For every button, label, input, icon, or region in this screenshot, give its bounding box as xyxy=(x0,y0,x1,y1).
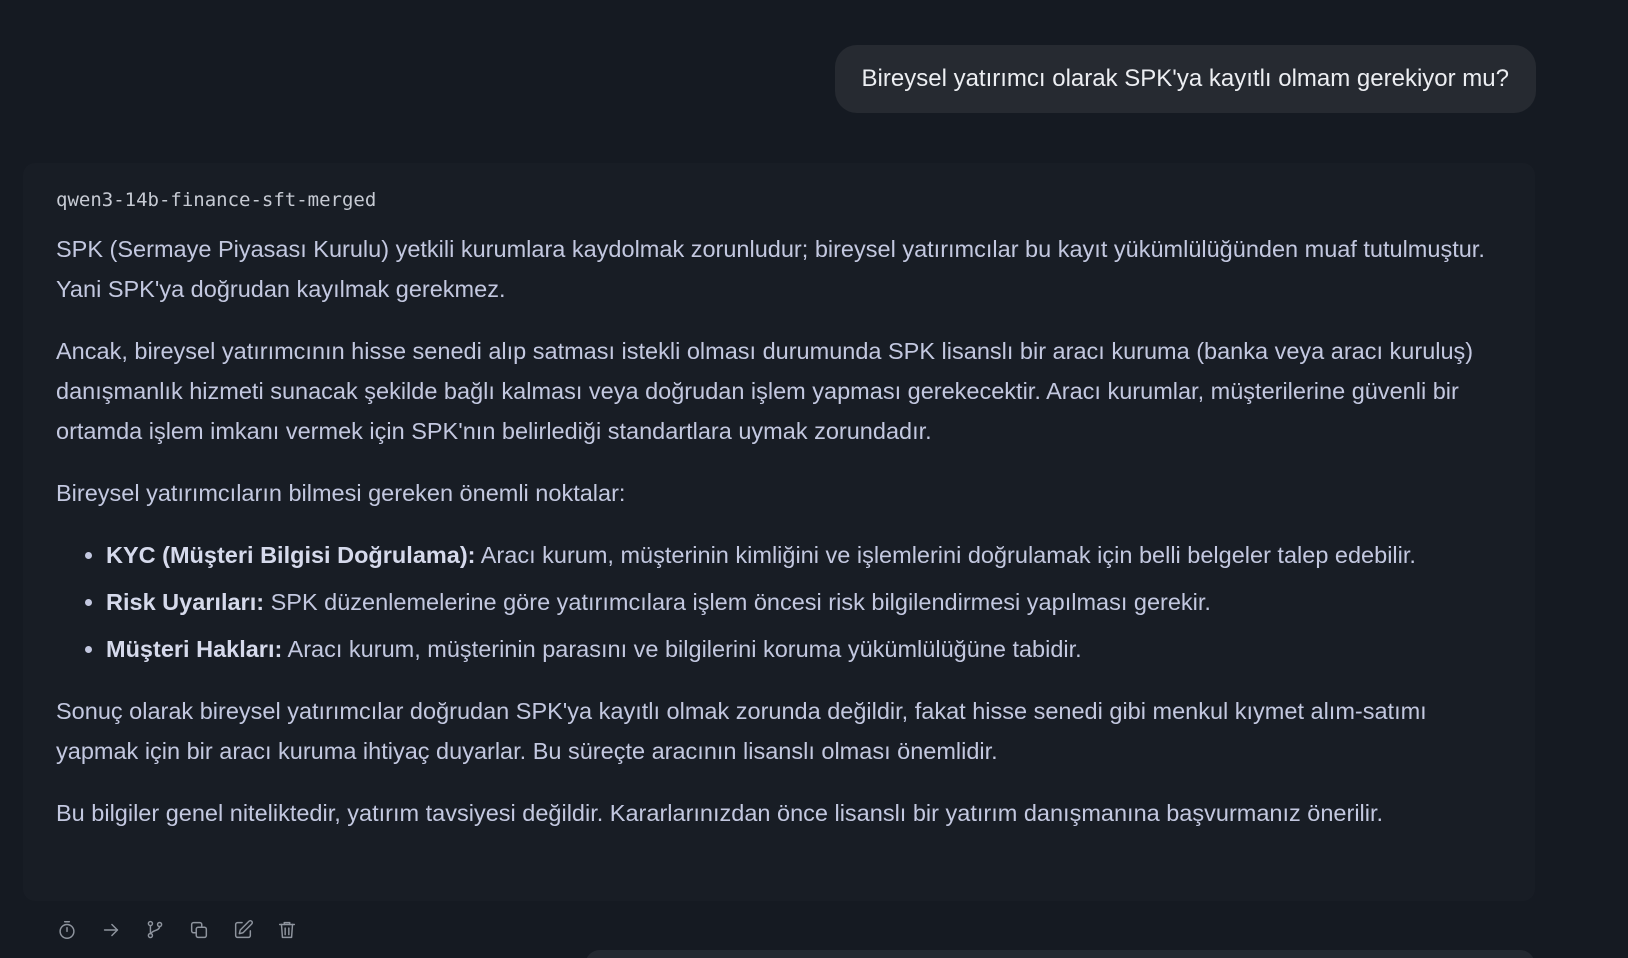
assistant-message-body xyxy=(56,229,1502,833)
list-item xyxy=(106,629,1502,669)
branch-icon[interactable] xyxy=(143,918,167,942)
key-points-list xyxy=(56,535,1502,669)
user-message-bubble xyxy=(835,45,1536,113)
edit-icon[interactable] xyxy=(231,918,255,942)
model-name-label: qwen3-14b-finance-sft-merged xyxy=(56,189,377,211)
copy-icon[interactable] xyxy=(187,918,211,942)
message-paragraph: Ancak, bireysel yatırımcının hisse senedi alıp satması istekli olması durumunda SPK lisanslı bir aracı kuruma (banka veya aracı kuruluş) danışmanlık hizmeti sunacak şekilde bağlı kalması veya doğrudan işlem yapması gerekecektir. Aracı kurumlar, müşterilerine güvenli bir ortamda işlem imkanı vermek için SPK'nın belirlediği standartlara uymak zorundadır. xyxy=(56,338,1474,444)
list-item xyxy=(106,582,1502,622)
timer-icon[interactable] xyxy=(55,918,79,942)
list-item-title: Risk Uyarıları: xyxy=(106,589,265,615)
list-item-title: Müşteri Hakları: xyxy=(106,636,283,662)
message-paragraph: Bireysel yatırımcıların bilmesi gereken önemli noktalar: xyxy=(56,480,626,506)
message-actions-toolbar xyxy=(55,916,299,944)
list-item-text: Aracı kurum, müşterinin kimliğini ve işlemlerini doğrulamak için belli belgeler talep edebilir. xyxy=(475,542,1416,568)
trash-icon[interactable] xyxy=(275,918,299,942)
arrow-right-icon[interactable] xyxy=(99,918,123,942)
assistant-message-card xyxy=(23,163,1535,901)
list-item-text: Aracı kurum, müşterinin parasını ve bilgilerini koruma yükümlülüğüne tabidir. xyxy=(282,636,1082,662)
user-message-text: Bireysel yatırımcı olarak SPK'ya kayıtlı olmam gerekiyor mu? xyxy=(861,65,1509,92)
list-item-title: KYC (Müşteri Bilgisi Doğrulama): xyxy=(106,542,476,568)
message-composer[interactable] xyxy=(585,950,1535,958)
list-item-text: SPK düzenlemelerine göre yatırımcılara işlem öncesi risk bilgilendirmesi yapılması gerekir. xyxy=(264,589,1211,615)
list-item xyxy=(106,535,1502,575)
message-paragraph: Bu bilgiler genel niteliktedir, yatırım tavsiyesi değildir. Kararlarınızdan önce lisanslı bir yatırım danışmanına başvurmanız önerilir. xyxy=(56,800,1384,826)
message-paragraph: SPK (Sermaye Piyasası Kurulu) yetkili kurumlara kaydolmak zorunludur; bireysel yatırımcılar bu kayıt yükümlülüğünden muaf tutulmuştur. Yani SPK'ya doğrudan kayılmak gerekmez. xyxy=(56,236,1485,302)
message-paragraph: Sonuç olarak bireysel yatırımcılar doğrudan SPK'ya kayıtlı olmak zorunda değildir, fakat hisse senedi gibi menkul kıymet alım-satımı yapmak için bir aracı kuruma ihtiyaç duyarlar. Bu süreçte aracının lisanslı olması önemlidir. xyxy=(56,698,1427,764)
